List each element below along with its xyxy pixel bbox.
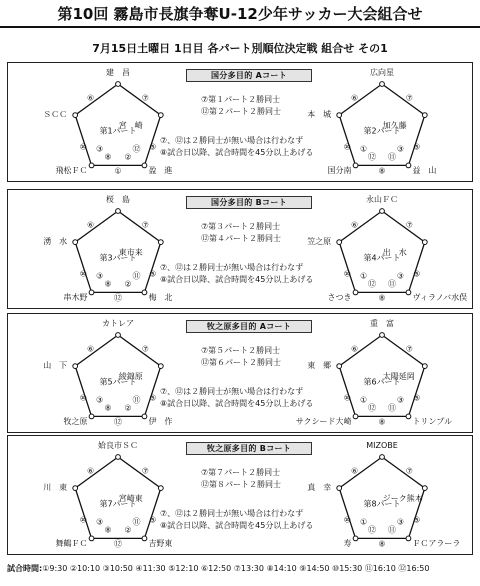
match-number: ② [124,279,132,289]
section-3 [7,313,473,433]
section-1 [7,62,473,182]
team-node [422,486,427,491]
match-number: ⑫ [368,279,376,289]
note-4: ⑧試合日以降、試合時間を45分以上あげる [160,275,314,284]
note-1: ⑦第１パート２勝同士 [201,95,281,104]
team-node [380,333,385,338]
match-number: ⑫ [368,525,376,535]
match-number: ⑧ [104,403,112,413]
team-node [380,455,385,460]
match-number: ⑦ [141,93,149,103]
note-1: ⑦第３パート２勝同士 [201,222,281,231]
court-label: 国分多目的 Bコート [186,196,312,209]
team-lower-left: サクシード大崎 [295,417,352,427]
match-number: ③ [396,395,405,405]
note-2: ⑫第８パート２勝同士 [201,480,281,489]
schedule [7,563,429,574]
team-lower-left: 串木野 [63,293,88,303]
team-lower-left: 飛松ＦＣ [55,166,88,176]
match-number: ③ [95,517,104,527]
note-3: ⑦、⑫は２勝同士が無い場合は行わなず [160,387,304,396]
team-top: 重 富 [370,319,394,328]
part-label: 第6パート [363,377,401,387]
team-upper-left: 笠之原 [307,237,332,247]
team-node [73,113,78,118]
team-node [116,82,121,87]
team-node [406,536,411,541]
match-number: ③ [396,517,405,527]
section-2 [7,189,473,309]
schedule-times: ①9:30 ②10:10 ③10:50 ④11:30 ⑤12:10 ⑥12:50 ⑦13:30 ⑧14:10 ⑨14:50 ⑩15:30 ⑪16:10 ⑫16:50 [42,564,430,573]
match-number: ⑦ [405,466,413,476]
match-number: ⑥ [87,466,95,476]
team-lower-left: 舞鶴ＦＣ [55,539,88,549]
match-number: ⑤ [149,269,157,279]
team-top: カトレア [102,319,134,328]
team-node [142,414,147,419]
match-number: ⑤ [149,142,157,152]
match-number: ① [359,144,368,154]
team-node [116,333,121,338]
team-upper-left: 湧 水 [43,237,68,247]
team-lower-right: 益 山 [412,166,437,176]
part-label: 第2パート [363,126,401,136]
match-number: ⑤ [413,269,421,279]
team-node [89,414,94,419]
team-node [380,82,385,87]
team-node [116,455,121,460]
match-number: ⑦ [141,220,149,230]
note-4: ⑧試合日以降、試合時間を45分以上あげる [160,399,314,408]
team-upper-right: 宮崎東 [118,494,143,504]
match-number: ③ [95,395,104,405]
team-upper-left: ＳＣＣ [43,110,68,120]
team-lower-right: 伊 作 [148,417,173,427]
match-number: ⑧ [378,539,386,549]
team-top: 姶良市ＳＣ [98,441,138,450]
match-number: ⑪ [388,403,396,413]
team-lower-right: ヴィラノバ水俣 [412,293,468,303]
team-node [142,163,147,168]
team-node [89,290,94,295]
note-2: ⑫第４パート２勝同士 [201,234,281,243]
team-top: 広向星 [370,68,394,77]
match-number: ⑤ [413,393,421,403]
match-number: ① [359,395,368,405]
court-label: 牧之原多目的 Aコート [186,320,312,333]
team-upper-right: 綾錦原 [118,372,143,382]
match-number: ⑧ [104,279,112,289]
team-upper-right: 東市来 [118,248,143,258]
match-number: ⑩ [343,269,351,279]
team-upper-right: 出 水 [382,248,407,258]
match-number: ② [124,403,132,413]
match-number: ⑩ [343,142,351,152]
team-node [353,290,358,295]
page-title: 第10回 霧島市長旗争奪U-12少年サッカー大会組合せ [0,4,480,28]
part-label: 第3パート [99,253,137,263]
team-node [142,290,147,295]
note-4: ⑧試合日以降、試合時間を45分以上あげる [160,148,314,157]
match-number: ⑤ [413,142,421,152]
team-upper-right: ジーク熊本 [382,494,423,504]
match-number: ⑦ [405,93,413,103]
match-number: ⑥ [351,93,359,103]
match-number: ⑩ [343,393,351,403]
match-number: ⑪ [132,271,141,281]
team-top: 建 昌 [106,68,130,77]
team-node [422,113,427,118]
team-lower-left: さつき [327,293,352,303]
team-node [158,240,163,245]
team-lower-right: トリンプル [412,417,453,427]
part-label: 第7パート [99,499,137,509]
note-1: ⑦第７パート２勝同士 [201,468,281,477]
team-node [422,364,427,369]
match-number: ③ [396,144,405,154]
team-node [353,414,358,419]
team-lower-right: 盈 進 [148,166,173,176]
team-node [116,209,121,214]
team-upper-left: 東 郷 [307,361,332,371]
court-label: 牧之原多目的 Bコート [186,442,312,455]
match-number: ① [114,166,122,176]
match-number: ⑧ [104,152,112,162]
match-number: ⑫ [114,293,122,303]
match-number: ① [359,271,368,281]
match-number: ⑤ [413,515,421,525]
page-subtitle: 7月15日土曜日 1日目 各パート別順位決定戦 組合せ その1 [92,42,388,55]
team-node [73,240,78,245]
team-upper-right: 加久藤 [382,121,407,131]
match-number: ⑤ [149,515,157,525]
court-label: 国分多目的 Aコート [186,69,312,82]
note-3: ⑦、⑫は２勝同士が無い場合は行わなず [160,263,304,272]
team-top: 永山ＦＣ [366,195,398,204]
match-number: ⑦ [405,220,413,230]
match-number: ⑩ [79,515,87,525]
team-lower-left: 寿 [343,539,352,549]
match-number: ② [124,152,132,162]
match-number: ⑫ [114,539,122,549]
note-2: ⑫第６パート２勝同士 [201,358,281,367]
team-node [337,113,342,118]
team-node [158,364,163,369]
team-upper-right: 太陽延岡 [382,372,415,382]
team-node [337,486,342,491]
team-upper-left: 川 東 [43,483,68,493]
match-number: ③ [95,271,104,281]
match-number: ① [359,517,368,527]
match-number: ⑫ [368,403,376,413]
match-number: ⑩ [79,142,87,152]
match-number: ⑥ [351,466,359,476]
team-node [337,240,342,245]
team-node [422,240,427,245]
team-upper-left: 真 幸 [307,483,332,493]
team-node [73,364,78,369]
team-node [353,163,358,168]
team-node [89,536,94,541]
team-node [89,163,94,168]
match-number: ⑪ [132,395,141,405]
match-number: ⑥ [87,93,95,103]
part-label: 第5パート [99,377,137,387]
match-number: ⑩ [79,393,87,403]
team-node [380,209,385,214]
match-number: ⑫ [368,152,376,162]
match-number: ③ [396,271,405,281]
team-lower-right: 梅 北 [148,293,173,303]
team-upper-left: 山 下 [43,361,68,371]
match-number: ⑥ [87,220,95,230]
team-node [406,414,411,419]
note-3: ⑦、⑫は２勝同士が無い場合は行わなず [160,136,304,145]
team-top: 桜 島 [106,195,130,204]
match-number: ⑪ [388,279,396,289]
match-number: ⑫ [114,417,122,427]
team-node [158,113,163,118]
team-node [337,364,342,369]
team-node [158,486,163,491]
match-number: ⑧ [378,417,386,427]
match-number: ⑪ [388,525,396,535]
team-lower-left: 国分南 [327,166,352,176]
match-number: ⑦ [141,344,149,354]
match-number: ⑥ [351,220,359,230]
team-upper-right: 宮 崎 [118,121,143,131]
match-number: ③ [95,144,104,154]
note-3: ⑦、⑫は２勝同士が無い場合は行わなず [160,509,304,518]
match-number: ② [124,525,132,535]
match-number: ⑥ [87,344,95,354]
team-upper-left: 本 城 [307,110,332,120]
match-number: ⑧ [378,166,386,176]
team-node [406,163,411,168]
team-lower-right: ＦＣアラーラ [412,539,461,549]
team-lower-left: 牧之原 [63,417,88,427]
note-1: ⑦第５パート２勝同士 [201,346,281,355]
note-2: ⑫第２パート２勝同士 [201,107,281,116]
match-number: ⑦ [405,344,413,354]
match-number: ⑤ [149,393,157,403]
match-number: ⑧ [104,525,112,535]
note-4: ⑧試合日以降、試合時間を45分以上あげる [160,521,314,530]
part-label: 第4パート [363,253,401,263]
schedule-label: 試合時間: [7,564,43,573]
part-label: 第1パート [99,126,137,136]
match-number: ⑩ [343,515,351,525]
team-node [73,486,78,491]
match-number: ⑪ [388,152,396,162]
team-top: MIZOBE [366,441,398,450]
match-number: ⑦ [141,466,149,476]
team-node [353,536,358,541]
team-node [142,536,147,541]
match-number: ⑥ [351,344,359,354]
team-lower-right: 吉野東 [148,539,173,549]
match-number: ⑪ [132,517,141,527]
team-node [406,290,411,295]
part-label: 第8パート [363,499,401,509]
match-number: ⑩ [79,269,87,279]
match-number: ⑫ [132,144,141,154]
section-4 [7,435,473,555]
match-number: ⑧ [378,293,386,303]
